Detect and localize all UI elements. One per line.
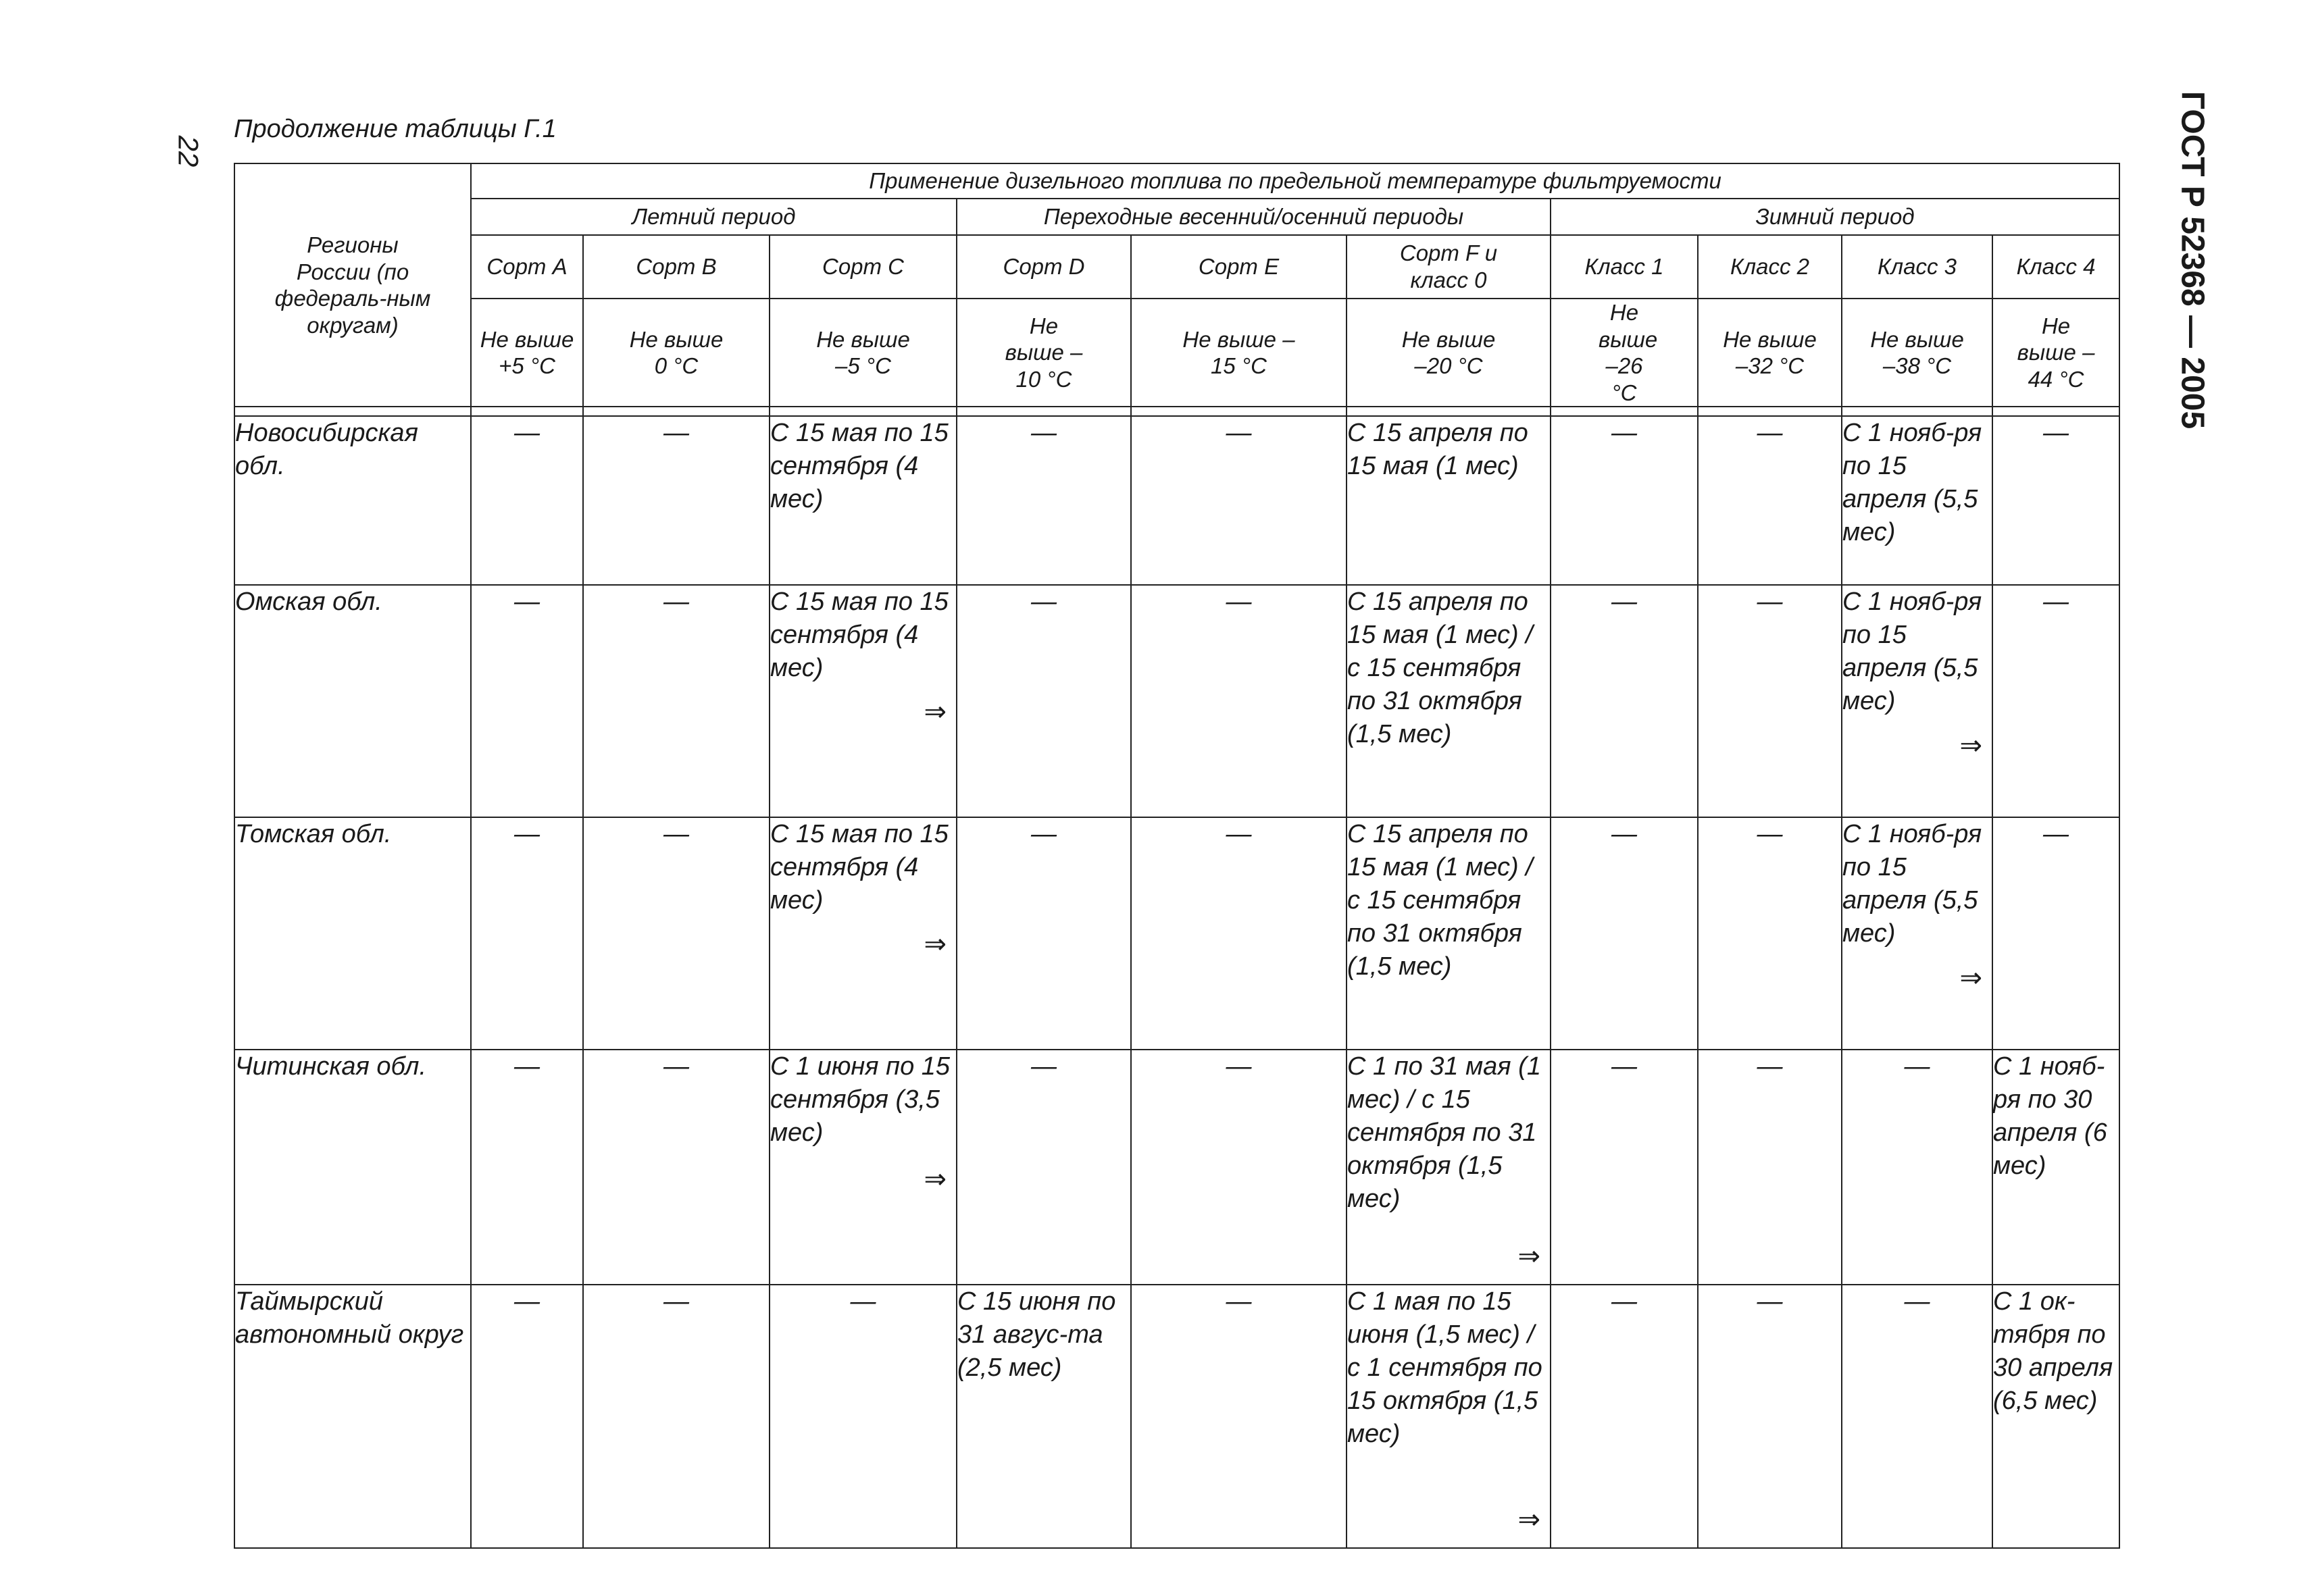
dash-cell: — — [1698, 1050, 1842, 1285]
header-temp: Не выше –26 °С — [1551, 299, 1698, 407]
period-text: С 15 апреля по 15 мая (1 мес) / с 15 сентября по 31 октября (1,5 мес) — [1347, 588, 1533, 749]
period-cell — [1842, 817, 1992, 1050]
period-text: С 1 ок-тября по 30 апреля (6,5 мес) — [1993, 1287, 2113, 1416]
header-transition: Переходные весенний/осенний периоды — [957, 199, 1551, 235]
period-cell — [1347, 1285, 1551, 1548]
continuation-arrow-icon: ⇒ — [924, 697, 947, 727]
period-cell — [1992, 1050, 2119, 1285]
table-row — [234, 416, 2119, 585]
dash-cell: — — [1131, 1285, 1347, 1548]
period-cell — [1347, 416, 1551, 585]
period-text: С 15 апреля по 15 мая (1 мес) / с 15 сентября по 31 октября (1,5 мес) — [1347, 820, 1533, 981]
period-cell — [1842, 585, 1992, 817]
period-text: С 1 июня по 15 сентября (3,5 мес) — [770, 1052, 951, 1148]
header-temp: Не выше 0 °С — [583, 299, 770, 407]
dash-cell: — — [1842, 1050, 1992, 1285]
dash-cell: — — [1842, 1285, 1992, 1548]
page-number: 22 — [172, 135, 205, 168]
dash-cell: — — [1992, 585, 2119, 817]
continuation-arrow-icon: ⇒ — [924, 929, 947, 960]
header-temp: Не выше –32 °С — [1698, 299, 1842, 407]
dash-cell: — — [471, 585, 583, 817]
header-sort: Класс 3 — [1842, 235, 1992, 299]
dash-cell: — — [957, 817, 1131, 1050]
period-text: С 1 по 31 мая (1 мес) / с 15 сентября по 31 октября (1,5 мес) — [1347, 1052, 1541, 1214]
header-sort: Сорт F и класс 0 — [1347, 235, 1551, 299]
period-cell — [770, 817, 957, 1050]
header-winter: Зимний период — [1551, 199, 2119, 235]
period-text: С 1 нояб-ря по 30 апреля (6 мес) — [1993, 1052, 2107, 1181]
header-temp: Не выше –10 °С — [957, 299, 1131, 407]
header-sort: Сорт В — [583, 235, 770, 299]
region-cell: Новосибирская обл. — [234, 416, 471, 585]
period-text: С 1 нояб-ря по 15 апреля (5,5 мес) — [1842, 820, 1982, 948]
dash-cell: — — [471, 1285, 583, 1548]
header-temp: Не выше –38 °С — [1842, 299, 1992, 407]
continuation-arrow-icon: ⇒ — [924, 1164, 947, 1195]
period-cell — [957, 1285, 1131, 1548]
continuation-arrow-icon: ⇒ — [1959, 963, 1982, 994]
header-sort: Класс 1 — [1551, 235, 1698, 299]
period-text: С 15 апреля по 15 мая (1 мес) — [1347, 419, 1528, 481]
dash-cell: — — [1131, 416, 1347, 585]
header-summer: Летний период — [471, 199, 957, 235]
fuel-table — [234, 163, 2120, 1549]
continuation-arrow-icon: ⇒ — [1517, 1241, 1540, 1272]
standard-code: ГОСТ Р 52368 — 2005 — [2174, 91, 2211, 430]
dash-cell: — — [1551, 817, 1698, 1050]
period-cell — [1347, 817, 1551, 1050]
dash-cell: — — [957, 1050, 1131, 1285]
period-cell — [1842, 416, 1992, 585]
dash-cell: — — [1698, 1285, 1842, 1548]
header-sort: Сорт Е — [1131, 235, 1347, 299]
header-temp: Не выше –5 °С — [770, 299, 957, 407]
table-row — [234, 817, 2119, 1050]
header-temp: Не выше –15 °С — [1131, 299, 1347, 407]
period-text: С 15 мая по 15 сентября (4 мес) — [770, 588, 949, 683]
dash-cell: — — [1131, 585, 1347, 817]
continuation-arrow-icon: ⇒ — [1959, 731, 1982, 761]
dash-cell: — — [1551, 416, 1698, 585]
period-text: С 15 мая по 15 сентября (4 мес) — [770, 419, 949, 514]
dash-cell: — — [1992, 416, 2119, 585]
dash-cell: — — [471, 416, 583, 585]
period-cell — [770, 1050, 957, 1285]
dash-cell: — — [583, 585, 770, 817]
header-sort: Класс 4 — [1992, 235, 2119, 299]
region-cell: Омская обл. — [234, 585, 471, 817]
table-row — [234, 1050, 2119, 1285]
dash-cell: — — [1131, 817, 1347, 1050]
header-sort: Сорт А — [471, 235, 583, 299]
dash-cell: — — [957, 585, 1131, 817]
period-cell — [1347, 585, 1551, 817]
dash-cell: — — [583, 416, 770, 585]
region-cell: Томская обл. — [234, 817, 471, 1050]
dash-cell: — — [1551, 1285, 1698, 1548]
header-temp: Не выше –20 °С — [1347, 299, 1551, 407]
period-cell — [770, 416, 957, 585]
period-cell — [1347, 1050, 1551, 1285]
header-regions: Регионы России (по федераль-ным округам) — [234, 163, 471, 407]
dash-cell: — — [471, 1050, 583, 1285]
period-text: С 1 нояб-ря по 15 апреля (5,5 мес) — [1842, 588, 1982, 716]
dash-cell: — — [957, 416, 1131, 585]
table-row — [234, 585, 2119, 817]
dash-cell: — — [1992, 817, 2119, 1050]
region-cell: Читинская обл. — [234, 1050, 471, 1285]
dash-cell: — — [1131, 1050, 1347, 1285]
table-row — [234, 1285, 2119, 1548]
region-cell: Таймырский автономный округ — [234, 1285, 471, 1548]
continuation-arrow-icon: ⇒ — [1517, 1505, 1540, 1535]
dash-cell: — — [1698, 585, 1842, 817]
period-cell — [770, 585, 957, 817]
dash-cell: — — [583, 817, 770, 1050]
header-application: Применение дизельного топлива по предельной температуре фильтруемости — [471, 163, 2119, 199]
period-text: С 1 мая по 15 июня (1,5 мес) / с 1 сентября по 15 октября (1,5 мес) — [1347, 1287, 1542, 1449]
period-text: С 15 мая по 15 сентября (4 мес) — [770, 820, 949, 915]
dash-cell: — — [1698, 416, 1842, 585]
dash-cell: — — [1551, 585, 1698, 817]
header-sort: Класс 2 — [1698, 235, 1842, 299]
table-caption: Продолжение таблицы Г.1 — [234, 115, 557, 143]
header-temp: Не выше –44 °С — [1992, 299, 2119, 407]
dash-cell: — — [1551, 1050, 1698, 1285]
period-cell — [1992, 1285, 2119, 1548]
dash-cell: — — [583, 1050, 770, 1285]
period-text: С 15 июня по 31 авгус-та (2,5 мес) — [957, 1287, 1116, 1383]
dash-cell: — — [583, 1285, 770, 1548]
dash-cell: — — [770, 1285, 957, 1548]
period-text: С 1 нояб-ря по 15 апреля (5,5 мес) — [1842, 419, 1982, 547]
dash-cell: — — [1698, 817, 1842, 1050]
dash-cell: — — [471, 817, 583, 1050]
header-temp: Не выше +5 °С — [471, 299, 583, 407]
header-sort: Сорт D — [957, 235, 1131, 299]
header-sort: Сорт С — [770, 235, 957, 299]
